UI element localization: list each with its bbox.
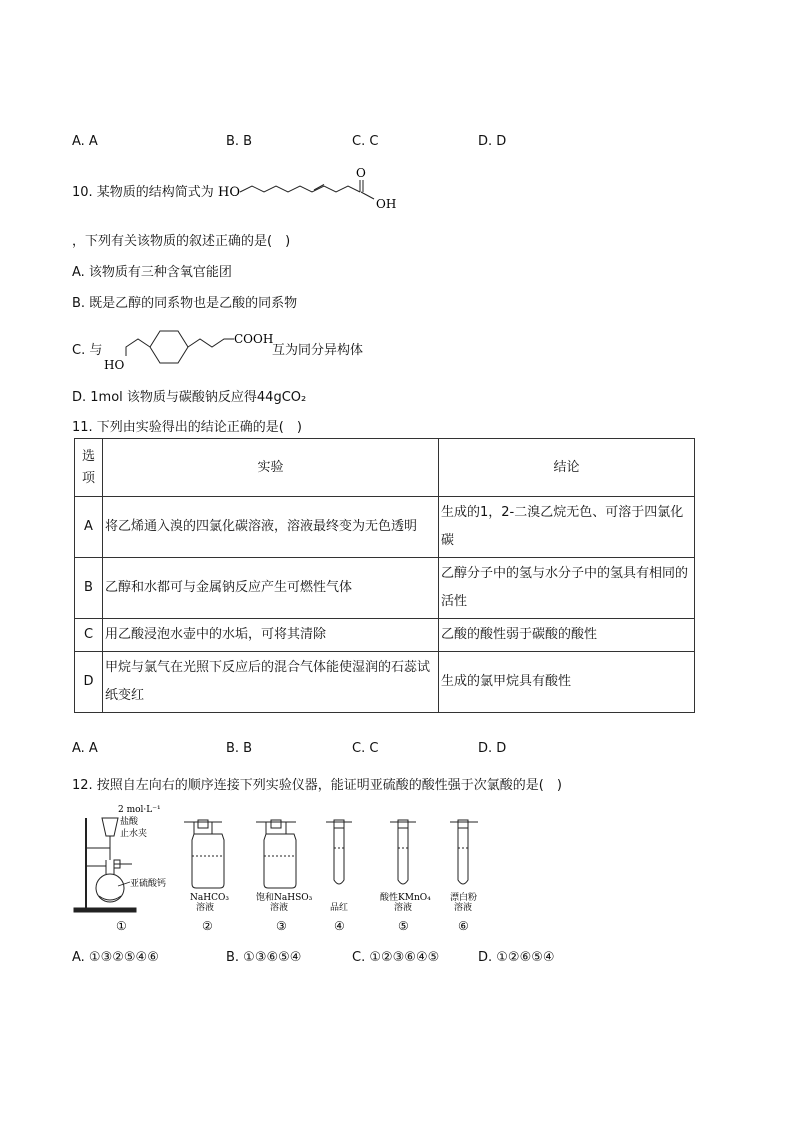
label-b3-1: 饱和NaHSO₃ bbox=[256, 893, 313, 903]
header-experiment: 实验 bbox=[103, 439, 439, 497]
q11-option-c: C. C bbox=[352, 741, 379, 756]
q11-option-d: D. D bbox=[478, 741, 507, 756]
q12-options bbox=[72, 950, 732, 968]
q12-apparatus bbox=[70, 800, 500, 938]
apparatus-4 bbox=[326, 820, 352, 884]
q12-option-a: A. ①③②⑤④⑥ bbox=[72, 950, 159, 965]
q11-option-b: B. B bbox=[226, 741, 253, 756]
apparatus-5 bbox=[390, 820, 416, 884]
apparatus-3 bbox=[256, 820, 296, 888]
apparatus-6 bbox=[450, 820, 478, 884]
label-b2-1: NaHCO₃ bbox=[190, 893, 229, 903]
num-3: ③ bbox=[276, 919, 287, 933]
q10-structure bbox=[216, 166, 406, 216]
q11-stem: 11. 下列由实验得出的结论正确的是( ) bbox=[72, 420, 302, 435]
row-experiment: 甲烷与氯气在光照下反应后的混合气体能使湿润的石蕊试纸变红 bbox=[103, 652, 439, 713]
label-clamp: 止水夹 bbox=[120, 829, 148, 839]
q12-option-c: C. ①②③⑥④⑤ bbox=[352, 950, 440, 965]
row-conclusion: 生成的1，2-二溴乙烷无色、可溶于四氯化碳 bbox=[439, 497, 695, 558]
header-conclusion: 结论 bbox=[439, 439, 695, 497]
q12-option-d: D. ①②⑥⑤④ bbox=[478, 950, 555, 965]
q11-option-a: A. A bbox=[72, 741, 98, 756]
table-row bbox=[75, 619, 695, 652]
row-experiment: 乙醇和水都可与金属钠反应产生可燃性气体 bbox=[103, 558, 439, 619]
row-conclusion: 生成的氯甲烷具有酸性 bbox=[439, 652, 695, 713]
label-t5-1: 酸性KMnO₄ bbox=[380, 893, 431, 903]
label-conc: 2 mol·L⁻¹ bbox=[118, 805, 161, 815]
table-row bbox=[75, 497, 695, 558]
q9-option-a: A. A bbox=[72, 134, 98, 149]
q10-option-d: D. 1mol 该物质与碳酸钠反应得44gCO₂ bbox=[72, 390, 307, 405]
label-t5-2: 溶液 bbox=[394, 903, 413, 913]
q10-stem-suffix: ，下列有关该物质的叙述正确的是( ) bbox=[72, 234, 291, 249]
q10-struct-ho: HO bbox=[218, 185, 240, 200]
q12-option-b: B. ①③⑥⑤④ bbox=[226, 950, 302, 965]
label-t6-1: 漂白粉 bbox=[450, 893, 478, 903]
q9-options bbox=[72, 134, 732, 152]
header-option: 选项 bbox=[75, 439, 103, 497]
q10-option-c-prefix: C. 与 bbox=[72, 343, 103, 358]
num-6: ⑥ bbox=[458, 919, 469, 933]
row-conclusion: 乙醇分子中的氢与水分子中的氢具有相同的活性 bbox=[439, 558, 695, 619]
table-row bbox=[75, 558, 695, 619]
row-experiment: 用乙酸浸泡水壶中的水垢，可将其清除 bbox=[103, 619, 439, 652]
q10-option-a: A. 该物质有三种含氧官能团 bbox=[72, 265, 232, 280]
q11-options bbox=[72, 741, 732, 759]
table-row bbox=[75, 652, 695, 713]
label-t6-2: 溶液 bbox=[454, 903, 473, 913]
q10-option-c-suffix: 互为同分异构体 bbox=[272, 343, 364, 358]
num-2: ② bbox=[202, 919, 213, 933]
row-option: A bbox=[75, 497, 103, 558]
q12-stem: 12. 按照自左向右的顺序连接下列实验仪器，能证明亚硫酸的酸性强于次氯酸的是( ) bbox=[72, 778, 562, 793]
row-conclusion: 乙酸的酸性弱于碳酸的酸性 bbox=[439, 619, 695, 652]
num-5: ⑤ bbox=[398, 919, 409, 933]
q9-option-b: B. B bbox=[226, 134, 253, 149]
q9-option-c: C. C bbox=[352, 134, 379, 149]
row-option: B bbox=[75, 558, 103, 619]
label-b2-2: 溶液 bbox=[196, 903, 215, 913]
label-b3-2: 溶液 bbox=[270, 903, 289, 913]
q10-stem-prefix: 10. 某物质的结构简式为 bbox=[72, 185, 214, 200]
row-option: C bbox=[75, 619, 103, 652]
row-experiment: 将乙烯通入溴的四氯化碳溶液，溶液最终变为无色透明 bbox=[103, 497, 439, 558]
label-t4: 品红 bbox=[330, 903, 349, 913]
q10-struct-oh: OH bbox=[376, 197, 397, 211]
num-4: ④ bbox=[334, 919, 345, 933]
num-1: ① bbox=[116, 919, 127, 933]
q10-c-cooh: COOH bbox=[234, 332, 274, 346]
q10-option-b: B. 既是乙醇的同系物也是乙酸的同系物 bbox=[72, 296, 298, 311]
q9-option-d: D. D bbox=[478, 134, 507, 149]
label-acid: 盐酸 bbox=[120, 817, 139, 827]
label-sulfite: 亚硫酸钙 bbox=[130, 879, 167, 889]
apparatus-2 bbox=[184, 820, 224, 888]
row-option: D bbox=[75, 652, 103, 713]
q11-table bbox=[74, 438, 695, 713]
q10-option-c-structure bbox=[100, 318, 280, 376]
table-header-row bbox=[75, 439, 695, 497]
q10-struct-o: O bbox=[356, 166, 366, 180]
q10-c-ho: HO bbox=[104, 358, 125, 372]
